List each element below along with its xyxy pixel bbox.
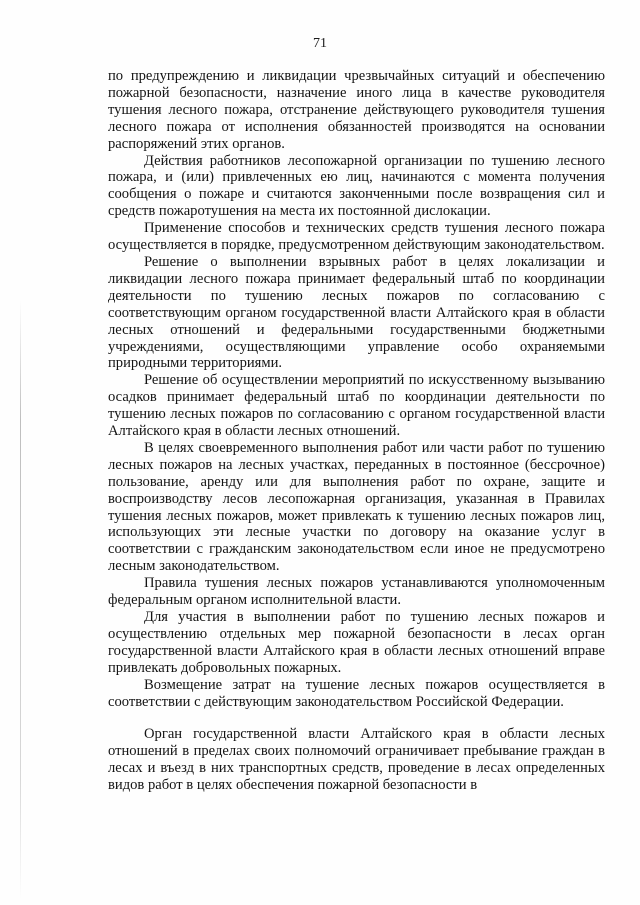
paragraph-continuation: по предупреждению и ликвидации чрезвычайных ситуаций и обеспечению пожарной безопасности, назначение иного лица в качестве руководителя тушения лесного пожара, отстранение действующего руководителя тушения лесного пожара от исполнения обязанностей производятся на основании распоряжений этих органов. [108,68,605,152]
document-body [108,68,605,794]
page-number: 71 [313,36,327,51]
paragraph-rules-established: Правила тушения лесных пожаров устанавливаются уполномоченным федеральным органом исполнительной власти. [108,575,605,609]
paragraph-timely-works: В целях своевременного выполнения работ или части работ по тушению лесных пожаров на лесных участках, переданных в постоянное (бессрочное) пользование, аренду или для выполнения работ по охране, защите и воспроизводству лесов лесопожарная организация, указанная в Правилах тушения лесных пожаров, может привлекать к тушению лесных пожаров лиц, использующих эти лесные участки по договору на оказание услуг в соответствии с гражданским законодательством если иное не предусмотрено лесным законодательством. [108,439,605,575]
paragraph-blasting-works: Решение о выполнении взрывных работ в целях локализации и ликвидации лесного пожара принимает федеральный штаб по координации деятельности по тушению лесных пожаров по согласованию с соответствующим органом государственной власти Алтайского края в области лесных отношений и федеральными государственными бюджетными учреждениями, осуществляющими управление особо охраняемыми природными территориями. [108,253,605,372]
paragraph-methods-application: Применение способов и технических средств тушения лесного пожара осуществляется в порядке, предусмотренном действующим законодательством. [108,220,605,254]
paragraph-volunteer-firefighters: Для участия в выполнении работ по тушению лесных пожаров и осуществлению отдельных мер пожарной безопасности в лесах орган государственной власти Алтайского края в области лесных отношений вправе привлекать добровольных пожарных. [108,609,605,676]
paragraph-artificial-precipitation: Решение об осуществлении мероприятий по искусственному вызыванию осадков принимает федеральный штаб по координации деятельности по тушению лесных пожаров по согласованию с органом государственной власти Алтайского края в области лесных отношений. [108,372,605,440]
paragraph-access-restriction: Орган государственной власти Алтайского края в области лесных отношений в пределах своих полномочий ограничивает пребывание граждан в лесах и въезд в них транспортных средств, проведение в лесах определенных видов работ в целях обеспечения пожарной безопасности в [108,726,605,794]
paragraph-cost-reimbursement: Возмещение затрат на тушение лесных пожаров осуществляется в соответствии с действующим законодательством Российской Федерации. [108,676,605,710]
paragraph-forest-fire-actions: Действия работников лесопожарной организации по тушению лесного пожара, и (или) привлеченных ею лиц, начинаются с момента получения сообщения о пожаре и считаются законченными после возвращения сил и средств пожаротушения на места их постоянной дислокации. [108,152,605,220]
scan-artifact-line [20,300,21,900]
